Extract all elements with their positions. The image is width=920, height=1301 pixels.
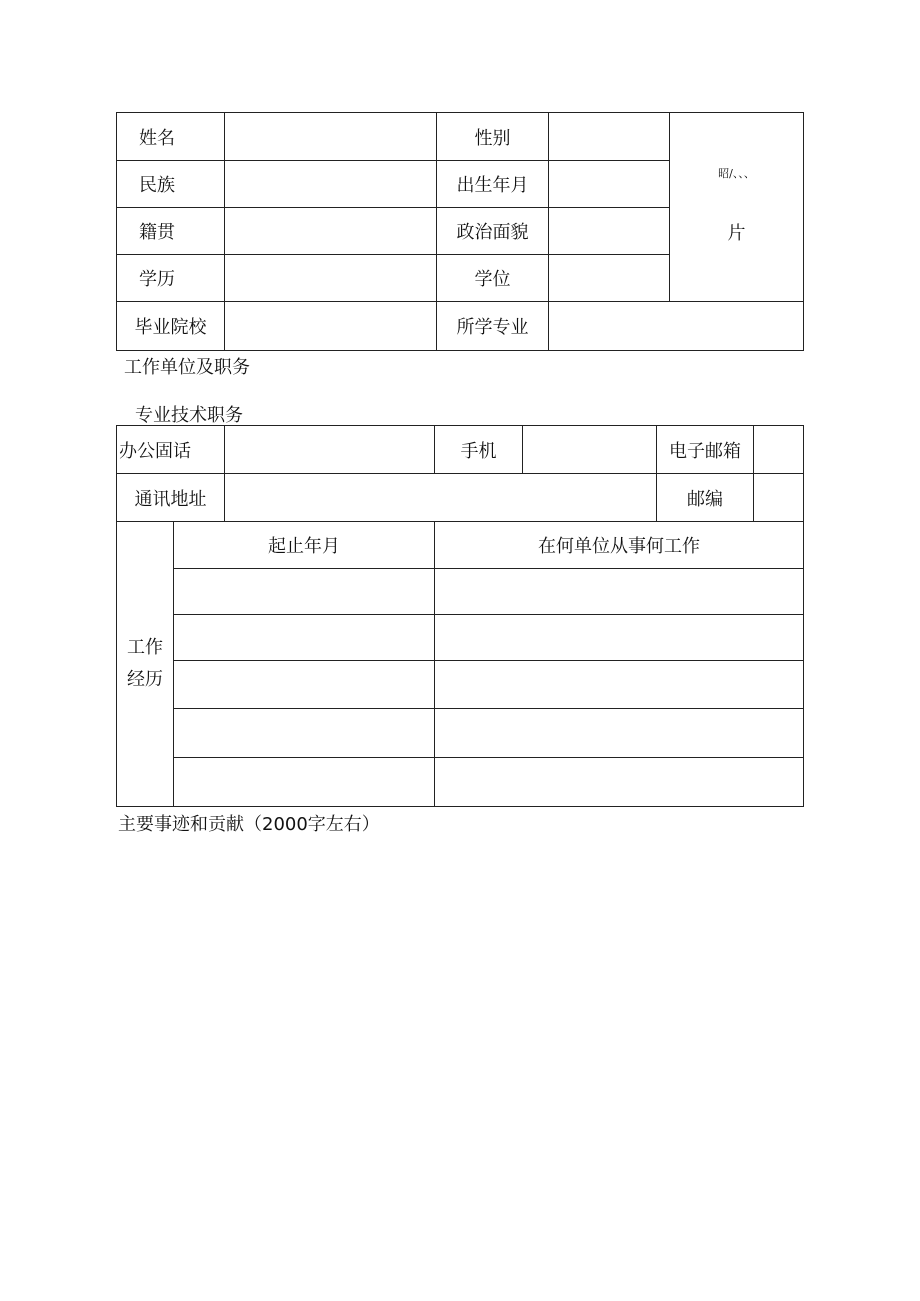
work-history-label: 工作 经历 (117, 522, 174, 807)
period-column-header: 起止年月 (174, 522, 435, 569)
native-place-label: 籍贯 (117, 208, 225, 255)
name-label: 姓名 (117, 113, 225, 161)
history-period-cell[interactable] (174, 758, 435, 807)
contact-history-table (116, 425, 804, 807)
political-status-field[interactable] (549, 208, 670, 255)
history-period-cell[interactable] (174, 569, 435, 615)
major-label: 所学专业 (437, 302, 549, 351)
history-period-cell[interactable] (174, 615, 435, 661)
education-label: 学历 (117, 255, 225, 302)
mobile-label: 手机 (435, 426, 523, 474)
email-field[interactable] (754, 426, 804, 474)
basic-info-table (116, 112, 804, 351)
unit-job-column-header: 在何单位从事何工作 (435, 522, 804, 569)
name-field[interactable] (225, 113, 437, 161)
political-status-label: 政治面貌 (437, 208, 549, 255)
gender-label: 性别 (437, 113, 549, 161)
postcode-label: 邮编 (657, 474, 754, 522)
education-field[interactable] (225, 255, 437, 302)
achievements-label: 主要事迹和贡献（2000字左右） (118, 814, 380, 835)
history-unit-cell[interactable] (435, 661, 804, 709)
history-unit-cell[interactable] (435, 758, 804, 807)
birth-date-label: 出生年月 (437, 161, 549, 208)
native-place-field[interactable] (225, 208, 437, 255)
history-unit-cell[interactable] (435, 615, 804, 661)
ethnicity-field[interactable] (225, 161, 437, 208)
ethnicity-label: 民族 (117, 161, 225, 208)
degree-field[interactable] (549, 255, 670, 302)
office-phone-field[interactable] (225, 426, 435, 474)
history-period-cell[interactable] (174, 709, 435, 758)
degree-label: 学位 (437, 255, 549, 302)
photo-label-top: 昭/、、、 (718, 167, 755, 180)
gender-field[interactable] (549, 113, 670, 161)
address-field[interactable] (225, 474, 657, 522)
email-label: 电子邮箱 (657, 426, 754, 474)
postcode-field[interactable] (754, 474, 804, 522)
history-unit-cell[interactable] (435, 569, 804, 615)
school-field[interactable] (225, 302, 437, 351)
work-unit-label: 工作单位及职务 (124, 357, 250, 378)
history-period-cell[interactable] (174, 661, 435, 709)
photo-box[interactable] (670, 113, 804, 302)
photo-label-bottom: 片 (727, 223, 746, 244)
major-field[interactable] (549, 302, 804, 351)
tech-title-label: 专业技术职务 (135, 405, 243, 426)
school-label: 毕业院校 (117, 302, 225, 351)
address-label: 通讯地址 (117, 474, 225, 522)
office-phone-label: 办公固话 (117, 426, 225, 474)
mobile-field[interactable] (523, 426, 657, 474)
birth-date-field[interactable] (549, 161, 670, 208)
history-unit-cell[interactable] (435, 709, 804, 758)
